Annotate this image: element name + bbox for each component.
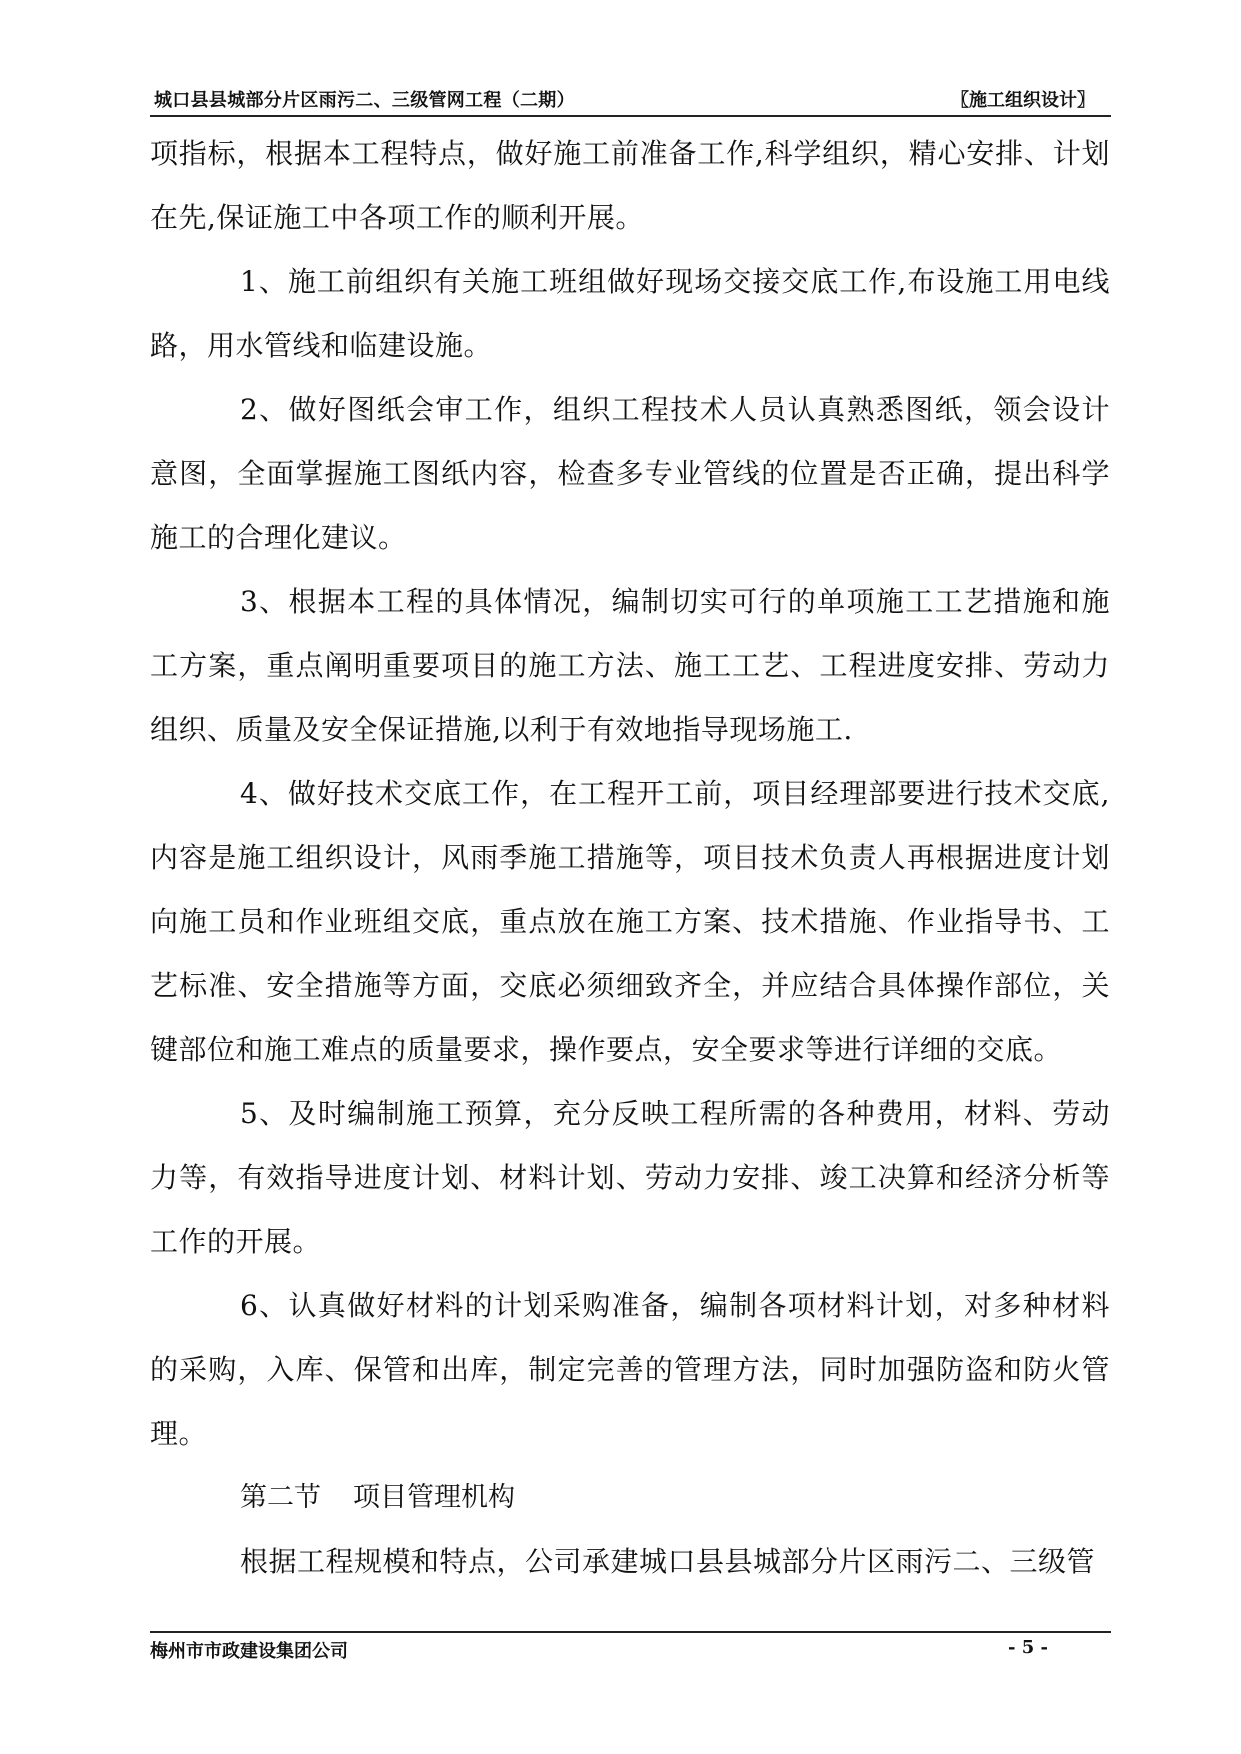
section-heading — [150, 1466, 1110, 1530]
section-number: 第二节 — [240, 1482, 321, 1513]
section-title: 项目管理机构 — [353, 1482, 515, 1513]
header-project-title: 城口县县城部分片区雨污二、三级管网工程（二期） — [154, 90, 575, 111]
paragraph-item-4: 4、做好技术交底工作，在工程开工前，项目经理部要进行技术交底,内容是施工组织设计，风雨季施工措施等，项目技术负责人再根据进度计划向施工员和作业班组交底，重点放在施工方案、技术措施、作业指导书、工艺标准、安全措施等方面，交底必须细致齐全，并应结合具体操作部位，关键部位和施工难点的质量要求，操作要点，安全要求等进行详细的交底。 — [150, 777, 1110, 1066]
footer-rule — [150, 1631, 1111, 1633]
header-document-type: 〖施工组织设计〗 — [951, 90, 1095, 111]
paragraph-item-3: 3、根据本工程的具体情况，编制切实可行的单项施工工艺措施和施工方案，重点阐明重要项目的施工方法、施工工艺、工程进度安排、劳动力组织、质量及安全保证措施,以利于有效地指导现场施工. — [150, 585, 1110, 746]
footer-company: 梅州市市政建设集团公司 — [150, 1641, 348, 1662]
paragraph-continuation: 项指标，根据本工程特点，做好施工前准备工作,科学组织，精心安排、计划在先,保证施工中各项工作的顺利开展。 — [150, 137, 1110, 234]
page-number: - 5 - — [1008, 1637, 1048, 1658]
document-body — [150, 122, 1110, 1594]
paragraph-item-5: 5、及时编制施工预算，充分反映工程所需的各种费用，材料、劳动力等，有效指导进度计划、材料计划、劳动力安排、竣工决算和经济分析等工作的开展。 — [150, 1097, 1110, 1258]
paragraph-section-intro: 根据工程规模和特点，公司承建城口县县城部分片区雨污二、三级管 — [240, 1545, 1096, 1578]
paragraph-item-1: 1、施工前组织有关施工班组做好现场交接交底工作,布设施工用电线路，用水管线和临建设施。 — [150, 265, 1110, 362]
paragraph-item-6: 6、认真做好材料的计划采购准备，编制各项材料计划，对多种材料的采购，入库、保管和出库，制定完善的管理方法，同时加强防盗和防火管理。 — [150, 1289, 1110, 1450]
paragraph-item-2: 2、做好图纸会审工作，组织工程技术人员认真熟悉图纸，领会设计意图，全面掌握施工图纸内容，检查多专业管线的位置是否正确，提出科学施工的合理化建议。 — [150, 393, 1110, 554]
header-rule — [150, 115, 1111, 117]
page-header — [150, 84, 1111, 114]
page-footer — [150, 1631, 1111, 1661]
